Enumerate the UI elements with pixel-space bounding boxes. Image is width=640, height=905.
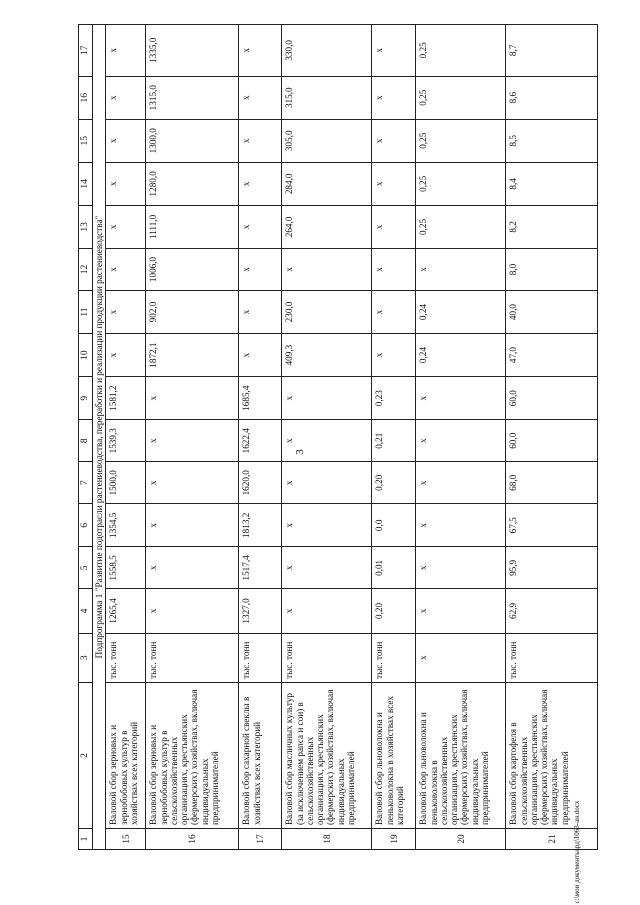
value-cell: х xyxy=(416,589,506,633)
value-cell: 8,7 xyxy=(506,25,598,77)
row-number: 18 xyxy=(282,828,372,849)
value-cell: 902,0 xyxy=(146,290,239,333)
table-row xyxy=(416,25,506,850)
value-cell: х xyxy=(146,462,239,504)
value-cell: х xyxy=(416,504,506,547)
column-number-15: 15 xyxy=(79,119,93,162)
value-cell: х xyxy=(282,462,372,504)
value-cell: х xyxy=(239,162,282,205)
unit-of-measure: тыс. тонн xyxy=(282,633,372,682)
row-number: 15 xyxy=(106,828,146,849)
row-number: 21 xyxy=(506,828,598,849)
rotated-table-page xyxy=(78,8,618,850)
value-cell: 68,0 xyxy=(506,462,598,504)
value-cell: 0,25 xyxy=(416,25,506,77)
value-cell: 230,0 xyxy=(282,290,372,333)
value-cell: 1006,0 xyxy=(146,248,239,290)
value-cell: х xyxy=(106,290,146,333)
indicator-name: Валовой сбор зерновых и зернобобовых культур в хозяйствах всех категорий xyxy=(106,682,146,828)
value-cell: 284,0 xyxy=(282,162,372,205)
value-cell: 0,01 xyxy=(372,547,416,589)
page-number: 3 xyxy=(294,449,306,455)
column-number-9: 9 xyxy=(79,377,93,420)
value-cell: 8,4 xyxy=(506,162,598,205)
value-cell: 1315,0 xyxy=(146,76,239,119)
value-cell: х xyxy=(282,248,372,290)
indicator-name: Валовой сбор масличных культур (за исключением рапса и сои) в сельскохозяйственных организациях, крестьянских (фермерских) хозяйствах, включая индивидуальных предпринимателей xyxy=(282,682,372,828)
row-number: 20 xyxy=(416,828,506,849)
value-cell: 40,0 xyxy=(506,290,598,333)
value-cell: 1335,0 xyxy=(146,25,239,77)
indicator-name: Валовой сбор льноволокна и пеньковолокна в сельскохозяйственных организациях, крестьянских (фермерских) хозяйствах, включая индивидуальных предпринимателей xyxy=(416,682,506,828)
value-cell: 62,9 xyxy=(506,589,598,633)
value-cell: х xyxy=(282,547,372,589)
value-cell: х xyxy=(106,76,146,119)
column-number-14: 14 xyxy=(79,162,93,205)
value-cell: 67,5 xyxy=(506,504,598,547)
value-cell: х xyxy=(106,248,146,290)
column-number-5: 5 xyxy=(79,547,93,589)
indicator-name: Валовой сбор льноволокна и пеньковолокна в хозяйствах всех категорий xyxy=(372,682,416,828)
value-cell: 0,20 xyxy=(372,589,416,633)
column-number-12: 12 xyxy=(79,248,93,290)
value-cell: х xyxy=(239,205,282,248)
value-cell: 1539,3 xyxy=(106,420,146,462)
value-cell: 0,20 xyxy=(372,462,416,504)
value-cell: х xyxy=(239,76,282,119)
value-cell: х xyxy=(239,248,282,290)
subprogram-row xyxy=(93,25,106,850)
value-cell: 60,0 xyxy=(506,420,598,462)
value-cell: 264,0 xyxy=(282,205,372,248)
column-number-13: 13 xyxy=(79,205,93,248)
value-cell: х xyxy=(372,25,416,77)
table-row xyxy=(239,25,282,850)
value-cell: 1517,4 xyxy=(239,547,282,589)
row-number: 19 xyxy=(372,828,416,849)
indicator-name: Валовой сбор сахарной свеклы в хозяйствах всех категорий xyxy=(239,682,282,828)
value-cell: 1500,0 xyxy=(106,462,146,504)
value-cell: х xyxy=(282,504,372,547)
value-cell: х xyxy=(146,377,239,420)
value-cell: 0,25 xyxy=(416,119,506,162)
value-cell: 1872,1 xyxy=(146,334,239,377)
row-number: 17 xyxy=(239,828,282,849)
unit-of-measure: тыс. тонн xyxy=(372,633,416,682)
value-cell: 60,0 xyxy=(506,377,598,420)
value-cell: 0,25 xyxy=(416,162,506,205)
value-cell: х xyxy=(146,589,239,633)
column-number-16: 16 xyxy=(79,76,93,119)
column-number-1: 1 xyxy=(79,828,93,849)
value-cell: х xyxy=(106,119,146,162)
value-cell: 0,0 xyxy=(372,504,416,547)
value-cell: х xyxy=(106,205,146,248)
value-cell: 1622,4 xyxy=(239,420,282,462)
table-row xyxy=(282,25,372,850)
value-cell: х xyxy=(239,119,282,162)
value-cell: х xyxy=(282,420,372,462)
value-cell: 1620,0 xyxy=(239,462,282,504)
table-body xyxy=(79,25,598,850)
value-cell: 409,3 xyxy=(282,334,372,377)
column-number-3: 3 xyxy=(79,633,93,682)
indicators-table xyxy=(78,24,598,850)
table-row xyxy=(106,25,146,850)
value-cell: 1558,5 xyxy=(106,547,146,589)
column-number-row xyxy=(79,25,93,850)
value-cell: х xyxy=(239,334,282,377)
subprogram-title: Подпрограмма 1 "Развитие подотрасли растениеводства, переработки и реализации продукции растениеводства" xyxy=(93,25,106,850)
unit-of-measure: х xyxy=(416,633,506,682)
value-cell: 8,5 xyxy=(506,119,598,162)
value-cell: х xyxy=(372,119,416,162)
value-cell: 1354,5 xyxy=(106,504,146,547)
value-cell: х xyxy=(372,248,416,290)
footer-file-path: c:\мои документы\рд\1063-ан.docx xyxy=(573,800,581,904)
value-cell: 330,0 xyxy=(282,25,372,77)
value-cell: 0,24 xyxy=(416,290,506,333)
value-cell: 1685,4 xyxy=(239,377,282,420)
value-cell: х xyxy=(416,547,506,589)
value-cell: 8,2 xyxy=(506,205,598,248)
table-row xyxy=(146,25,239,850)
value-cell: х xyxy=(372,205,416,248)
column-number-10: 10 xyxy=(79,334,93,377)
value-cell: 1280,0 xyxy=(146,162,239,205)
value-cell: х xyxy=(106,25,146,77)
value-cell: х xyxy=(282,589,372,633)
table-row xyxy=(372,25,416,850)
value-cell: х xyxy=(416,462,506,504)
value-cell: х xyxy=(372,334,416,377)
value-cell: 1265,4 xyxy=(106,589,146,633)
value-cell: 1327,0 xyxy=(239,589,282,633)
value-cell: х xyxy=(146,504,239,547)
value-cell: х xyxy=(416,420,506,462)
column-number-7: 7 xyxy=(79,462,93,504)
unit-of-measure: тыс. тонн xyxy=(506,633,598,682)
value-cell: 47,0 xyxy=(506,334,598,377)
value-cell: 0,23 xyxy=(372,377,416,420)
value-cell: 95,9 xyxy=(506,547,598,589)
value-cell: х xyxy=(106,162,146,205)
column-number-11: 11 xyxy=(79,290,93,333)
value-cell: 1813,2 xyxy=(239,504,282,547)
value-cell: х xyxy=(146,420,239,462)
column-number-6: 6 xyxy=(79,504,93,547)
value-cell: 0,21 xyxy=(372,420,416,462)
column-number-4: 4 xyxy=(79,589,93,633)
value-cell: х xyxy=(372,290,416,333)
value-cell: 1111,0 xyxy=(146,205,239,248)
value-cell: х xyxy=(282,377,372,420)
value-cell: 1581,2 xyxy=(106,377,146,420)
value-cell: 0,25 xyxy=(416,76,506,119)
indicator-name: Валовой сбор картофеля в сельскохозяйственных организациях, крестьянских (фермерских) хозяйствах, включая индивидуальных предпринимателей xyxy=(506,682,598,828)
value-cell: 0,25 xyxy=(416,205,506,248)
value-cell: х xyxy=(416,377,506,420)
column-number-8: 8 xyxy=(79,420,93,462)
value-cell: 1300,0 xyxy=(146,119,239,162)
table-row xyxy=(506,25,598,850)
value-cell: 8,6 xyxy=(506,76,598,119)
value-cell: 305,0 xyxy=(282,119,372,162)
indicator-name: Валовой сбор зерновых и зернобобовых культур в сельскохозяйственных организациях, крестьянских (фермерских) хозяйствах, включая индивидуальных предпринимателей xyxy=(146,682,239,828)
value-cell: 0,24 xyxy=(416,334,506,377)
row-number: 16 xyxy=(146,828,239,849)
value-cell: х xyxy=(372,76,416,119)
column-number-17: 17 xyxy=(79,25,93,77)
column-number-2: 2 xyxy=(79,682,93,828)
value-cell: х xyxy=(239,25,282,77)
value-cell: х xyxy=(239,290,282,333)
value-cell: х xyxy=(146,547,239,589)
unit-of-measure: тыс. тонн xyxy=(106,633,146,682)
unit-of-measure: тыс. тонн xyxy=(146,633,239,682)
unit-of-measure: тыс. тонн xyxy=(239,633,282,682)
value-cell: х xyxy=(416,248,506,290)
value-cell: х xyxy=(106,334,146,377)
value-cell: 8,0 xyxy=(506,248,598,290)
value-cell: х xyxy=(372,162,416,205)
value-cell: 315,0 xyxy=(282,76,372,119)
